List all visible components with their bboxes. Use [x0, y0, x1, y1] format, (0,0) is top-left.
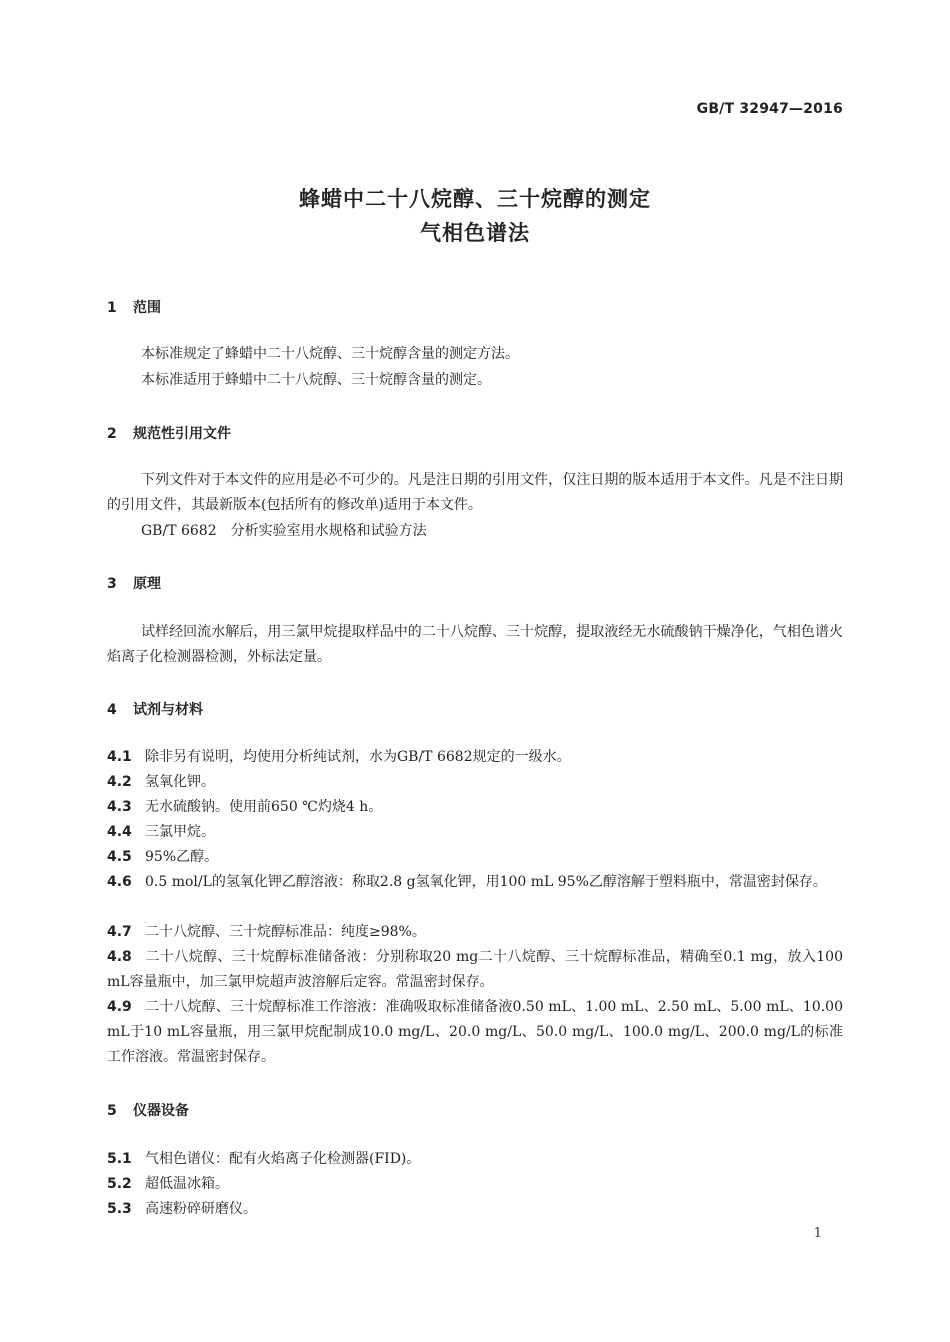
list-item	[107, 1172, 843, 1197]
item-number: 4.2	[107, 774, 132, 790]
item-number: 4.3	[107, 799, 132, 815]
list-item	[107, 995, 843, 1070]
list-item	[107, 945, 843, 995]
list-item	[107, 845, 843, 870]
item-number: 5.3	[107, 1201, 132, 1217]
section-number: 3	[107, 576, 117, 592]
item-number: 4.6	[107, 874, 132, 890]
standard-code: GB/T 32947—2016	[696, 101, 843, 117]
item-number: 5.2	[107, 1176, 132, 1192]
item-text: 0.5 mol/L的氢氧化钾乙醇溶液：称取2.8 g氢氧化钾，用100 mL 95%乙醇溶解于塑料瓶中，常温密封保存。	[145, 874, 827, 890]
paragraph: 下列文件对于本文件的应用是必不可少的。凡是注日期的引用文件，仅注日期的版本适用于本文件。凡是不注日期的引用文件，其最新版本(包括所有的修改单)适用于本文件。	[107, 472, 843, 513]
section-number: 4	[107, 702, 117, 718]
section-heading-principle	[107, 573, 161, 593]
item-number: 4.4	[107, 824, 132, 840]
list-item	[107, 795, 843, 820]
item-text: 三氯甲烷。	[145, 824, 215, 840]
section-title: 试剂与材料	[133, 702, 203, 718]
item-number: 4.7	[107, 924, 132, 940]
item-number: 4.9	[107, 999, 132, 1015]
item-text: 高速粉碎研磨仪。	[145, 1201, 257, 1217]
section-heading-reagents	[107, 699, 203, 719]
section-title: 规范性引用文件	[133, 426, 231, 442]
item-text: 无水硫酸钠。使用前650 ℃灼烧4 h。	[145, 799, 383, 815]
paragraph: 试样经回流水解后，用三氯甲烷提取样品中的二十八烷醇、三十烷醇，提取液经无水硫酸钠干燥净化，气相色谱火焰离子化检测器检测，外标法定量。	[107, 624, 843, 665]
section-number: 1	[107, 300, 117, 316]
paragraph: 本标准规定了蜂蜡中二十八烷醇、三十烷醇含量的测定方法。	[141, 346, 519, 362]
list-item	[107, 745, 843, 770]
item-text: 气相色谱仪：配有火焰离子化检测器(FID)。	[145, 1151, 421, 1167]
item-number: 5.1	[107, 1151, 132, 1167]
list-item	[107, 770, 843, 795]
paragraph: 本标准适用于蜂蜡中二十八烷醇、三十烷醇含量的测定。	[141, 372, 491, 388]
section-number: 5	[107, 1103, 117, 1119]
section-title: 范围	[133, 300, 161, 316]
item-number: 4.1	[107, 749, 132, 765]
list-item	[107, 920, 843, 945]
list-item	[107, 1147, 843, 1172]
list-item	[107, 820, 843, 845]
page-number: 1	[813, 1226, 822, 1241]
section-heading-scope	[107, 297, 161, 317]
item-text: 95%乙醇。	[145, 849, 219, 865]
section-title: 原理	[133, 576, 161, 592]
item-number: 4.5	[107, 849, 132, 865]
section-title: 仪器设备	[133, 1103, 189, 1119]
list-item	[107, 870, 843, 895]
section-heading-apparatus	[107, 1100, 189, 1120]
item-number: 4.8	[107, 949, 132, 965]
item-text: 氢氧化钾。	[145, 774, 215, 790]
section-number: 2	[107, 426, 117, 442]
item-text: 超低温冰箱。	[145, 1176, 229, 1192]
item-text: 二十八烷醇、三十烷醇标准品：纯度≥98%。	[145, 924, 426, 940]
item-text: 二十八烷醇、三十烷醇标准储备液：分别称取20 mg二十八烷醇、三十烷醇标准品，精确至0.1 mg，放入100 mL容量瓶中，加三氯甲烷超声波溶解后定容。常温密封保存。	[107, 949, 843, 990]
document-title: 蜂蜡中二十八烷醇、三十烷醇的测定	[299, 187, 651, 211]
section-heading-normative-references	[107, 423, 231, 443]
list-item	[107, 1197, 843, 1222]
reference-entry: GB/T 6682 分析实验室用水规格和试验方法	[141, 523, 427, 539]
item-text: 除非另有说明，均使用分析纯试剂，水为GB/T 6682规定的一级水。	[145, 749, 571, 765]
item-text: 二十八烷醇、三十烷醇标准工作溶液：准确吸取标准储备液0.50 mL、1.00 mL、2.50 mL、5.00 mL、10.00 mL于10 mL容量瓶，用三氯甲烷配制成10.0 mg/L、20.0 mg/L、50.0 mg/L、100.0 mg/L、200.0 mg/L的标准工作溶液。常温密封保存。	[107, 999, 843, 1065]
document-subtitle: 气相色谱法	[420, 221, 530, 245]
